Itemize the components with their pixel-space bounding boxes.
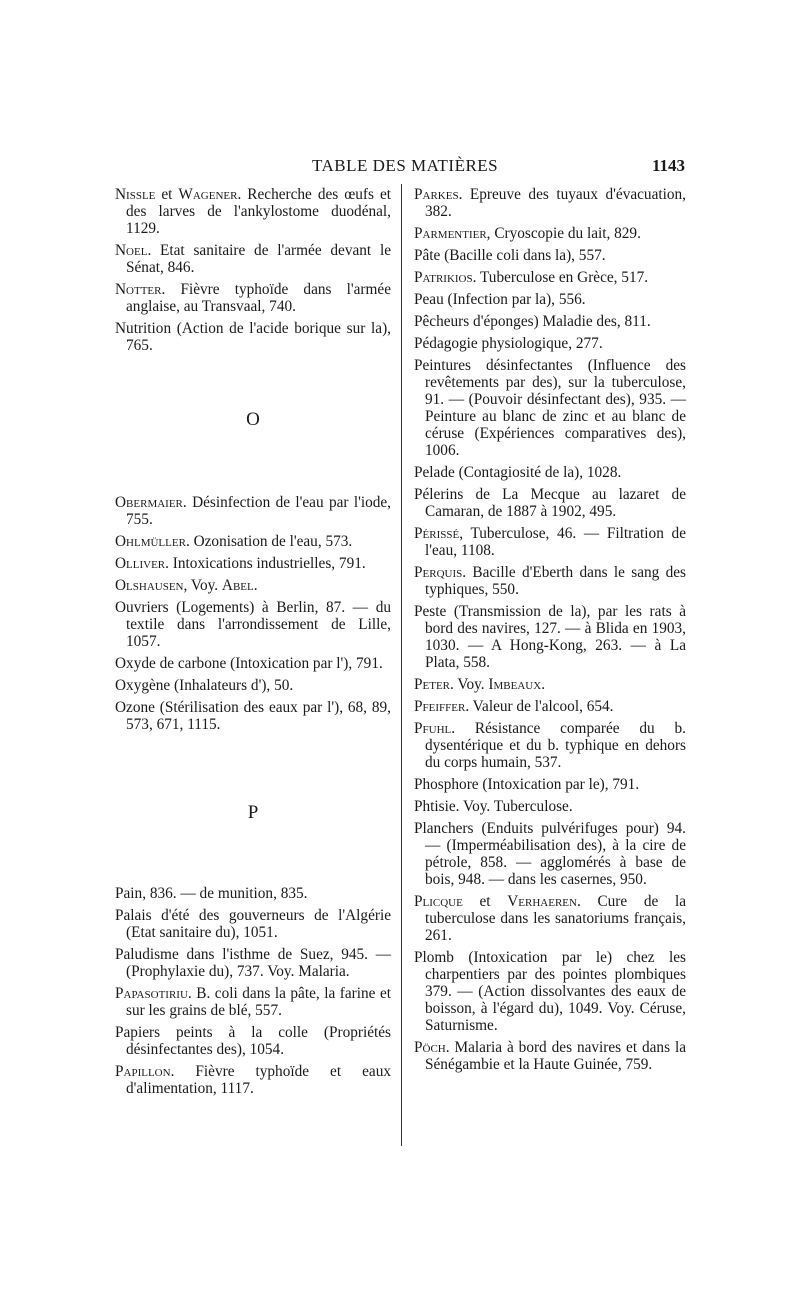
- index-entry: [115, 494, 391, 528]
- entry-tail: .: [541, 676, 546, 693]
- entry-text: . Voy.: [450, 676, 489, 693]
- index-entry: [414, 676, 686, 693]
- entry-author: Pöch: [414, 1039, 446, 1056]
- entry-author: Notter: [115, 281, 162, 298]
- entry-text: Nutrition (Action de l'acide borique sur la), 765.: [115, 320, 391, 354]
- index-entry: [414, 247, 686, 264]
- index-entry: [115, 907, 391, 941]
- entry-text: Pédagogie physiologique, 277.: [414, 335, 603, 352]
- entry-text: . Valeur de l'alcool, 654.: [465, 698, 614, 715]
- index-entry: [115, 946, 391, 980]
- entry-author: Pfeiffer: [414, 698, 466, 715]
- index-entry: [115, 1024, 391, 1058]
- entry-text: Phosphore (Intoxication par le), 791.: [414, 776, 640, 793]
- entry-author: Verhaeren: [507, 893, 577, 910]
- entry-text: . Epreuve des tuyaux d'évacuation, 382.: [425, 186, 686, 220]
- page-number: 1143: [651, 156, 685, 175]
- entry-author: Parkes: [414, 186, 459, 203]
- index-entry: [414, 893, 686, 944]
- index-entry: [414, 357, 686, 459]
- entry-text: Ouvriers (Logements) à Berlin, 87. — du textile dans l'arrondissement de Lille, 1057.: [115, 599, 391, 650]
- index-entry: [115, 577, 391, 594]
- entry-text: Peau (Infection par la), 556.: [414, 291, 586, 308]
- entry-text: Planchers (Enduits pulvérifuges pour) 94. — (Imperméabilisation des), à la cire de pétrole, 858. — agglomérés à base de bois, 948. — dans les casernes, 950.: [414, 820, 686, 888]
- index-entry: [414, 186, 686, 220]
- page-header: [110, 156, 685, 180]
- index-entry: [414, 291, 686, 308]
- entry-author: Patrikios: [414, 269, 473, 286]
- entry-author: Papillon: [115, 1063, 171, 1080]
- index-entry: [414, 720, 686, 771]
- entry-text: . Tuberculose en Grèce, 517.: [472, 269, 649, 286]
- entry-text: Pêcheurs d'éponges) Maladie des, 811.: [414, 313, 651, 330]
- entry-text: . Résistance comparée du b. dysentérique et du b. typhique en dehors du corps humain, 537.: [425, 720, 686, 771]
- entry-author: Peter: [414, 676, 451, 693]
- index-entry: [115, 242, 391, 276]
- index-entry: [414, 486, 686, 520]
- index-entry: [115, 655, 391, 672]
- entry-text: Oxygène (Inhalateurs d'), 50.: [115, 677, 294, 694]
- index-entry: [115, 599, 391, 650]
- entry-author: Pfuhl: [414, 720, 452, 737]
- index-entry: [115, 699, 391, 733]
- index-entry: [414, 949, 686, 1034]
- index-entry: [414, 564, 686, 598]
- entry-text: , Voy.: [183, 577, 222, 594]
- entry-text: . Recherche des œufs et des larves de l'ankylostome duodénal, 1129.: [126, 186, 391, 237]
- entry-text: . Etat sanitaire de l'armée devant le Sénat, 846.: [126, 242, 391, 276]
- running-title: TABLE DES MATIÈRES: [312, 156, 499, 175]
- index-entry: [414, 464, 686, 481]
- index-entry: [115, 1063, 391, 1097]
- entries-n: [115, 186, 391, 354]
- entry-text: Phtisie. Voy. Tuberculose.: [414, 798, 573, 815]
- entry-text: . Fièvre typhoïde dans l'armée anglaise, au Transvaal, 740.: [126, 281, 391, 315]
- entry-author: Nissle: [115, 186, 156, 203]
- entry-author: Olshausen: [115, 577, 184, 594]
- entry-author: Olliver: [115, 555, 166, 572]
- entry-text: . B. coli dans la pâte, la farine et sur les grains de blé, 557.: [126, 985, 391, 1019]
- entry-author: Perquis: [414, 564, 463, 581]
- entry-text: , Cryoscopie du lait, 829.: [486, 225, 641, 242]
- index-entry: [414, 525, 686, 559]
- index-entry: [414, 820, 686, 888]
- entry-author: Parmentier: [414, 225, 487, 242]
- index-entry: [115, 186, 391, 237]
- entry-author: Imbeaux: [488, 676, 542, 693]
- entry-text: Oxyde de carbone (Intoxication par l'), 791.: [115, 655, 383, 672]
- entry-text: Peste (Transmission de la), par les rats à bord des navires, 127. — à Blida en 1903, 1030. — A Hong-Kong, 263. — à La Plata, 558.: [414, 603, 686, 671]
- entries-p-continued: [414, 186, 686, 1073]
- entry-author: Obermaier: [115, 494, 183, 511]
- entry-tail: .: [253, 577, 258, 594]
- index-entry: [414, 269, 686, 286]
- entry-text: Pelade (Contagiosité de la), 1028.: [414, 464, 622, 481]
- right-column: [414, 186, 686, 1078]
- index-entry: [414, 225, 686, 242]
- index-entry: [115, 677, 391, 694]
- entry-text: , Tuberculose, 46. — Filtration de l'eau, 1108.: [425, 525, 686, 559]
- entry-text: Plomb (Intoxication par le) chez les charpentiers par des pointes plombiques 379. — (Action dissolvantes des eaux de boisson, à l'égard du), 1049. Voy. Céruse, Saturnisme.: [414, 949, 686, 1034]
- index-entry: [115, 533, 391, 550]
- entry-author: Plicque: [414, 893, 463, 910]
- index-entry: [115, 885, 391, 902]
- index-entry: [115, 985, 391, 1019]
- entry-author: Wagener: [178, 186, 238, 203]
- entry-text: et: [462, 893, 508, 910]
- index-entry: [414, 1039, 686, 1073]
- entry-text: Pélerins de La Mecque au lazaret de Camaran, de 1887 à 1902, 495.: [414, 486, 686, 520]
- entry-author: Papasotiriu: [115, 985, 188, 1002]
- entries-o: [115, 494, 391, 733]
- index-entry: [414, 798, 686, 815]
- left-column: [115, 186, 391, 1102]
- entry-text: . Bacille d'Eberth dans le sang des typhiques, 550.: [425, 564, 686, 598]
- entry-text: . Malaria à bord des navires et dans la Sénégambie et la Haute Guinée, 759.: [425, 1039, 686, 1073]
- entry-text: . Désinfection de l'eau par l'iode, 755.: [126, 494, 391, 528]
- index-entry: [414, 603, 686, 671]
- entry-text: Peintures désinfectantes (Influence des revêtements par des), sur la tuberculose, 91. — (Pouvoir désinfectant des), 935. — Peinture au blanc de zinc et au blanc de céruse (Expériences comparatives des), 1006.: [414, 357, 686, 459]
- entry-author: Périssé: [414, 525, 460, 542]
- entry-text: Pain, 836. — de munition, 835.: [115, 885, 308, 902]
- entry-text: . Fièvre typhoïde et eaux d'alimentation, 1117.: [126, 1063, 391, 1097]
- index-entry: [414, 698, 686, 715]
- entry-text: . Intoxications industrielles, 791.: [165, 555, 366, 572]
- section-letter-p: P: [247, 802, 259, 823]
- index-entry: [115, 555, 391, 572]
- entry-joiner: et: [155, 186, 179, 203]
- entries-p: [115, 885, 391, 1097]
- entry-text: . Ozonisation de l'eau, 573.: [185, 533, 353, 550]
- index-entry: [115, 320, 391, 354]
- column-divider: [401, 184, 402, 1146]
- section-letter-o: O: [246, 409, 260, 430]
- entry-text: Ozone (Stérilisation des eaux par l'), 68, 89, 573, 671, 1115.: [115, 699, 391, 733]
- entry-author: Abel: [221, 577, 254, 594]
- entry-tail: . Cure de la tuberculose dans les sanatoriums français, 261.: [425, 893, 686, 944]
- entry-text: Palais d'été des gouverneurs de l'Algérie (Etat sanitaire du), 1051.: [115, 907, 391, 941]
- index-entry: [115, 281, 391, 315]
- index-entry: [414, 335, 686, 352]
- entry-author: Ohlmüller: [115, 533, 186, 550]
- entry-text: Pâte (Bacille coli dans la), 557.: [414, 247, 606, 264]
- entry-text: Paludisme dans l'isthme de Suez, 945. — (Prophylaxie du), 737. Voy. Malaria.: [115, 946, 391, 980]
- entry-text: Papiers peints à la colle (Propriétés désinfectantes des), 1054.: [115, 1024, 391, 1058]
- index-entry: [414, 313, 686, 330]
- index-entry: [414, 776, 686, 793]
- entry-author: Noel: [115, 242, 148, 259]
